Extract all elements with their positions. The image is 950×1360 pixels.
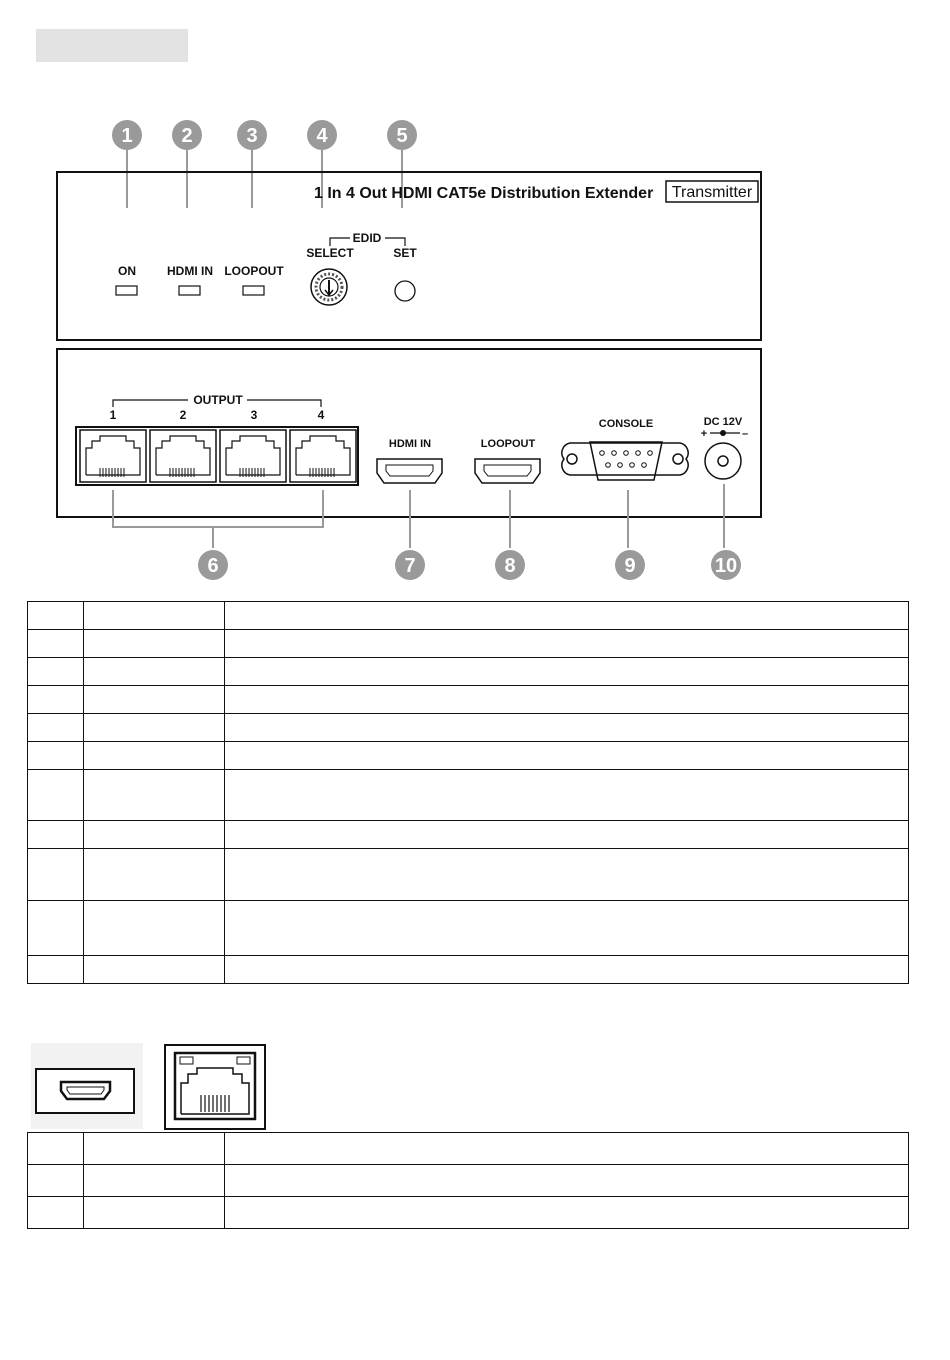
table-row: [28, 714, 909, 742]
table-row: [28, 686, 909, 714]
set-label: SET: [393, 246, 417, 260]
rotary-select-dial: [311, 269, 347, 305]
edid-label: EDID: [352, 231, 382, 245]
callout-2-number: 2: [181, 125, 193, 147]
led-label-on: ON: [118, 264, 136, 278]
callout-10-number: 10: [714, 555, 738, 577]
rj45-port-4: [290, 430, 356, 482]
callout-7-number: 7: [404, 555, 416, 577]
callout-6-number: 6: [207, 555, 219, 577]
output-port-1-label: 1: [109, 408, 117, 422]
panel-title-tag: Transmitter: [671, 184, 753, 201]
description-table: [27, 601, 909, 984]
rj45-output-ports: [76, 427, 358, 485]
output-label: OUTPUT: [193, 393, 243, 407]
callout-8-number: 8: [504, 555, 516, 577]
led-label-loopout: LOOPOUT: [224, 264, 284, 278]
table-row: [28, 742, 909, 770]
callout-3-number: 3: [246, 125, 258, 147]
rj45-port-2: [150, 430, 216, 482]
led-on-indicator: [116, 286, 137, 295]
connector-table: [27, 1132, 909, 1229]
table-row: [28, 602, 909, 630]
output-port-3-label: 3: [250, 408, 258, 422]
output-port-4-label: 4: [317, 408, 325, 422]
callout-9-number: 9: [624, 555, 636, 577]
rj45-port-1: [80, 430, 146, 482]
set-button: [395, 281, 415, 301]
table-row: [28, 849, 909, 901]
table-row: [28, 901, 909, 956]
table-row: [28, 658, 909, 686]
dc-polarity-plus: +: [700, 428, 708, 440]
dc-polarity-minus: –: [741, 428, 749, 440]
led-label-hdmi-in: HDMI IN: [167, 264, 213, 278]
device-panel-diagram: [0, 0, 950, 600]
callout-1-number: 1: [121, 125, 133, 147]
output-port-2-label: 2: [179, 408, 187, 422]
select-label: SELECT: [306, 246, 354, 260]
table-row: [28, 630, 909, 658]
dc-label: DC 12V: [703, 416, 743, 428]
console-port-label: CONSOLE: [598, 418, 654, 430]
loopout-port-label: LOOPOUT: [480, 438, 536, 450]
led-hdmi-in-indicator: [179, 286, 200, 295]
panel-title: 1 In 4 Out HDMI CAT5e Distribution Extender: [314, 185, 654, 202]
connector-illustrations: [31, 1043, 271, 1133]
rj45-port-3: [220, 430, 286, 482]
table-row: [28, 821, 909, 849]
table-row: [28, 770, 909, 821]
hdmi-in-port: [377, 459, 442, 483]
loopout-port: [475, 459, 540, 483]
callouts-bottom: [198, 550, 741, 580]
callout-4-number: 4: [316, 125, 328, 147]
led-loopout-indicator: [243, 286, 264, 295]
hdmi-in-port-label: HDMI IN: [388, 438, 432, 450]
db9-pins: [600, 451, 653, 468]
hdmi-connector-icon: [36, 1069, 134, 1113]
callouts-top: [112, 120, 417, 150]
callout-5-number: 5: [396, 125, 408, 147]
table-row: [28, 1165, 909, 1197]
table-row: [28, 1133, 909, 1165]
dc-power-jack: [705, 443, 741, 479]
console-db9-port: [562, 442, 688, 480]
table-row: [28, 1197, 909, 1229]
table-row: [28, 956, 909, 984]
